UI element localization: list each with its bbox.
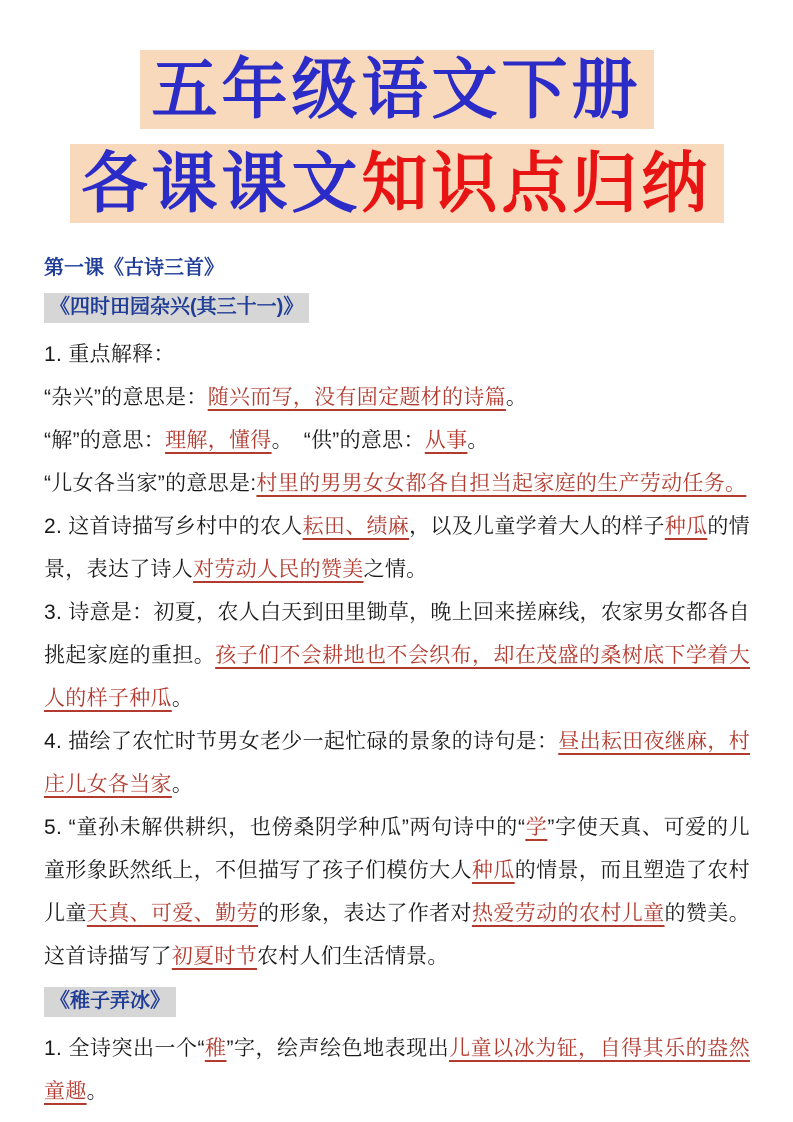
text-run: 农村人们生活情景。 <box>257 945 449 968</box>
highlighted-text-run: 天真、可爱、勤劳 <box>86 902 258 925</box>
text-run: 。 <box>171 773 194 796</box>
highlighted-text-run: 从事 <box>424 429 468 452</box>
text-run: “杂兴”的意思是： <box>44 386 208 409</box>
text-run: 的形象，表达了作者对 <box>257 902 472 925</box>
page-title-line1-wrap <box>0 50 793 129</box>
text-run: 的情景，而且塑造了农村儿童 <box>44 859 750 925</box>
page-title-line2-red: 知识点归纳 <box>361 146 712 220</box>
text-run: 1. 重点解释： <box>44 343 175 366</box>
text-run: ，以及儿童学着大人的样子 <box>409 515 665 538</box>
subsection-heading: 《稚子弄冰》 <box>44 987 176 1017</box>
subsection-heading-row <box>44 293 750 323</box>
highlighted-text-run: 热爱劳动的农村儿童 <box>471 902 665 925</box>
highlighted-text-run: 随兴而写，没有固定题材的诗篇 <box>207 386 506 409</box>
text-run: 2. 这首诗描写乡村中的农人 <box>44 515 303 538</box>
highlighted-text-run: 种瓜 <box>471 859 515 882</box>
title-block <box>0 0 793 223</box>
page-title-line2-wrap <box>0 144 793 223</box>
text-run: 。 <box>171 687 194 710</box>
text-run: 。 <box>505 386 528 409</box>
highlighted-text-run: 昼出耘田夜继麻，村庄儿女各当家 <box>44 730 750 796</box>
paragraph <box>44 462 750 505</box>
text-run: 1. 全诗突出一个“ <box>44 1037 205 1060</box>
highlighted-text-run: 耘田、绩麻 <box>302 515 410 538</box>
highlighted-text-run: 种瓜 <box>664 515 708 538</box>
text-run: 的情景，表达了诗人 <box>44 515 750 581</box>
paragraph <box>44 376 750 419</box>
highlighted-text-run: 对劳动人民的赞美 <box>193 558 364 581</box>
highlighted-text-run: 孩子们不会耕地也不会织布，却在茂盛的桑树底下学着大人的样子种瓜 <box>44 644 751 710</box>
lesson-heading: 第一课《古诗三首》 <box>44 257 224 279</box>
text-run: 。 <box>467 429 489 452</box>
highlighted-text-run: 理解，懂得 <box>165 429 272 452</box>
text-run: ”字，绘声绘色地表现出 <box>226 1037 450 1060</box>
text-run: 之情。 <box>363 558 428 581</box>
text-run: ”字使天真、可爱的儿童形象跃然纸上，不但描写了孩子们模仿大人 <box>44 816 750 882</box>
page-title-line1: 五年级语文下册 <box>140 50 654 129</box>
paragraph <box>44 591 750 720</box>
subsection-heading-row <box>44 987 750 1017</box>
text-run: 5. “童孙未解供耕织，也傍桑阴学种瓜”两句诗中的“ <box>44 816 526 839</box>
paragraph <box>44 419 750 462</box>
text-run: 。 “供”的意思： <box>271 429 425 452</box>
text-run: “解”的意思： <box>44 429 166 452</box>
paragraph <box>44 333 750 376</box>
paragraph <box>44 1027 750 1113</box>
highlighted-text-run: 稚 <box>204 1037 227 1060</box>
paragraph <box>44 806 750 978</box>
paragraph <box>44 505 750 591</box>
text-run: 3. 诗意是：初夏，农人白天到田里锄草，晚上回来搓麻线，农家男女都各自挑起家庭的重担。 <box>44 601 750 667</box>
text-run: “儿女各当家”的意思是: <box>44 472 257 495</box>
highlighted-text-run: 学 <box>525 816 548 839</box>
highlighted-text-run: 儿童以冰为钲，自得其乐的盎然童趣 <box>44 1037 750 1103</box>
document-body <box>44 293 750 1113</box>
subsection-heading: 《四时田园杂兴(其三十一)》 <box>44 293 309 323</box>
title-highlight <box>70 144 724 223</box>
text-run: 的赞美。这首诗描写了 <box>44 902 751 968</box>
text-run: 4. 描绘了农忙时节男女老少一起忙碌的景象的诗句是： <box>44 730 559 753</box>
highlighted-text-run: 村里的男男女女都各自担当起家庭的生产劳动任务。 <box>256 472 747 495</box>
highlighted-text-run: 初夏时节 <box>171 945 258 968</box>
text-run: 。 <box>86 1080 108 1103</box>
page-title-line2-blue: 各课课文 <box>81 146 362 220</box>
paragraph <box>44 720 750 806</box>
